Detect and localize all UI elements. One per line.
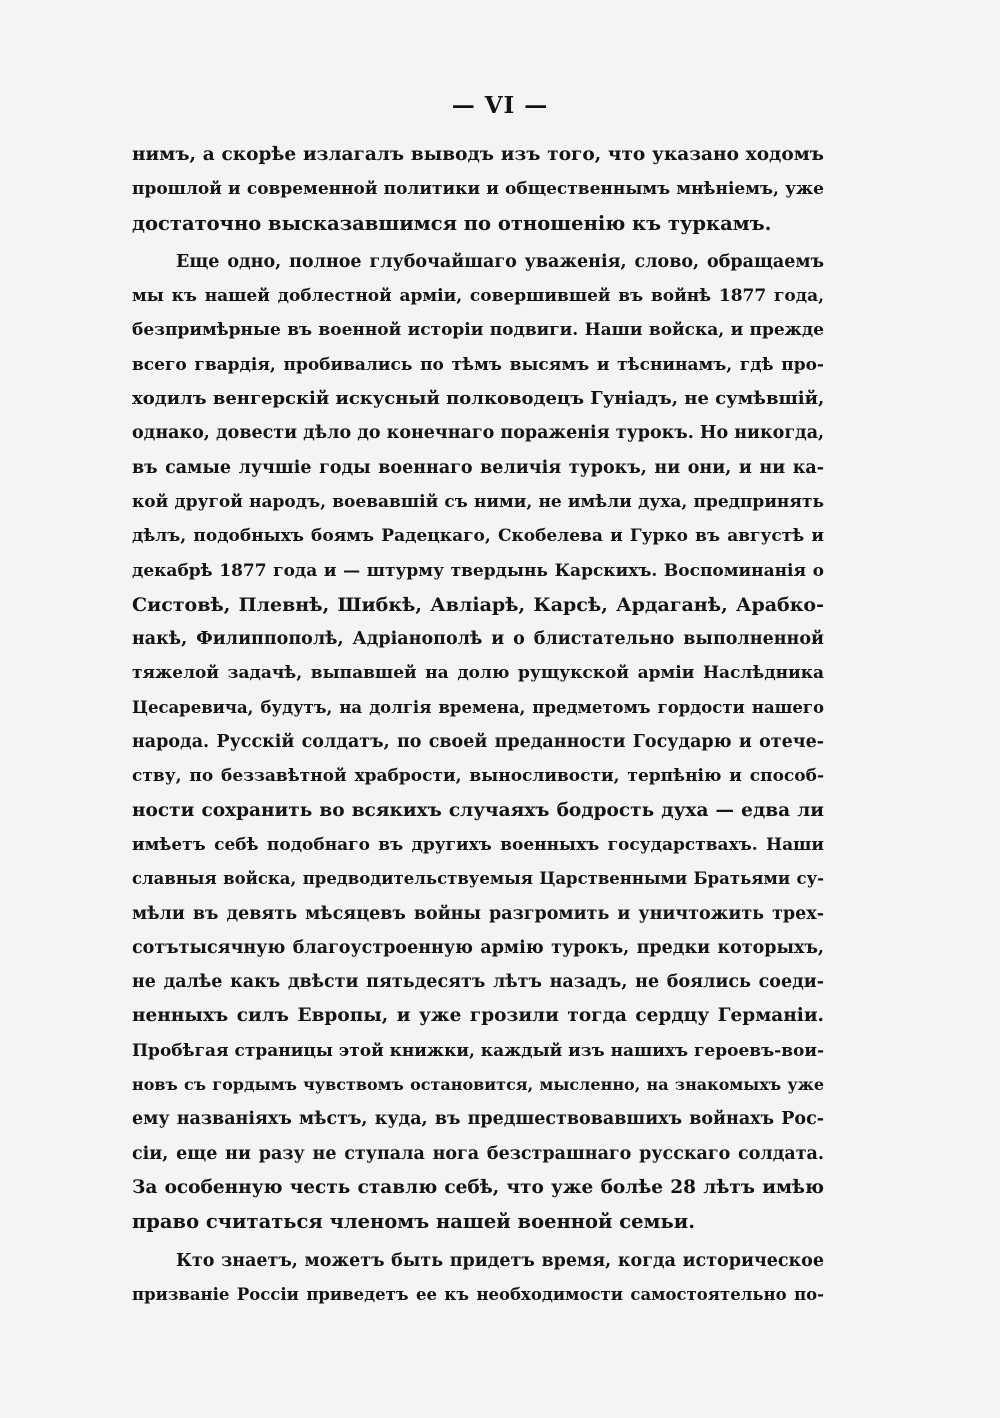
text-line: сотътысячную благоустроенную армію турокъ, предки которыхъ, bbox=[132, 937, 824, 958]
text-line: сіи, еще ни разу не ступала нога безстрашнаго русскаго солдата. bbox=[132, 1143, 824, 1164]
text-line: славныя войска, предводительствуемыя Царственными Братьями су- bbox=[132, 869, 824, 889]
text-line: Систовѣ, Плевнѣ, Шибкѣ, Авліарѣ, Карсѣ, Ардаганѣ, Арабко- bbox=[132, 593, 824, 616]
text-line: достаточно высказавшимся по отношенію къ туркамъ. bbox=[132, 211, 772, 235]
text-line: ему названіяхъ мѣстъ, куда, въ предшествовавшихъ войнахъ Рос- bbox=[132, 1109, 824, 1130]
text-line: ходилъ венгерскій искусный полководецъ Гуніадъ, не сумѣвшій, bbox=[132, 388, 824, 410]
body-text bbox=[132, 138, 824, 1312]
text-line: безпримѣрные въ военной исторіи подвиги. Наши войска, и прежде bbox=[132, 320, 824, 341]
text-line: Цесаревича, будутъ, на долгія времена, предметомъ гордости нашего bbox=[132, 697, 824, 717]
text-line: Пробѣгая страницы этой книжки, каждый изъ нашихъ героевъ-вои- bbox=[132, 1040, 824, 1061]
text-line: ству, по беззавѣтной храбрости, выносливости, терпѣнію и способ- bbox=[132, 766, 824, 787]
text-line: накѣ, Филиппополѣ, Адріанополѣ и о блистательно выполненной bbox=[132, 629, 824, 650]
paragraph-1 bbox=[132, 138, 824, 241]
text-line: ненныхъ силъ Европы, и уже грозили тогда сердцу Германіи. bbox=[132, 1005, 824, 1027]
text-line: Еще одно, полное глубочайшаго уваженія, слово, обращаемъ bbox=[176, 251, 824, 272]
text-line: не далѣе какъ двѣсти пятьдесятъ лѣтъ назадъ, не боялись соеди- bbox=[132, 972, 824, 993]
text-line: имѣетъ себѣ подобнаго въ другихъ военныхъ государствахъ. Наши bbox=[132, 834, 824, 855]
text-line: За особенную честь ставлю себѣ, что уже болѣе 28 лѣтъ имѣю bbox=[132, 1176, 824, 1198]
paragraph-2 bbox=[132, 245, 824, 1240]
text-line: декабрѣ 1877 года и — штурму твердынь Карскихъ. Воспоминанія о bbox=[132, 560, 824, 581]
text-line: прошлой и современной политики и общественнымъ мнѣніемъ, уже bbox=[132, 179, 824, 200]
paragraph-3 bbox=[132, 1244, 824, 1313]
text-line: тяжелой задачѣ, выпавшей на долю рущукской арміи Наслѣдника bbox=[132, 663, 824, 684]
text-line: въ самые лучшіе годы военнаго величія турокъ, ни они, и ни ка- bbox=[132, 457, 824, 478]
text-line: народа. Русскій солдатъ, по своей преданности Государю и отече- bbox=[132, 732, 824, 753]
text-line: право считаться членомъ нашей военной семьи. bbox=[132, 1210, 695, 1234]
text-line: мы къ нашей доблестной арміи, совершившей въ войнѣ 1877 года, bbox=[132, 286, 824, 307]
text-line: мѣли въ девять мѣсяцевъ войны разгромить и уничтожить трех- bbox=[132, 903, 824, 924]
text-line: дѣлъ, подобныхъ боямъ Радецкаго, Скобелева и Гурко въ августѣ и bbox=[132, 526, 824, 547]
text-line: однако, довести дѣло до конечнаго пораженія турокъ. Но никогда, bbox=[132, 423, 824, 444]
text-line: кой другой народъ, воевавшій съ ними, не имѣли духа, предпринять bbox=[132, 491, 824, 512]
text-line: Кто знаетъ, можетъ быть придетъ время, когда историческое bbox=[176, 1250, 824, 1271]
text-line: новъ съ гордымъ чувствомъ остановится, мысленно, на знакомыхъ уже bbox=[132, 1075, 824, 1095]
text-line: всего гвардія, пробивались по тѣмъ высямъ и тѣснинамъ, гдѣ про- bbox=[132, 354, 824, 375]
text-line: призваніе Россіи приведетъ ее къ необходимости самостоятельно по- bbox=[132, 1284, 824, 1304]
page-number: — VI — bbox=[451, 92, 549, 119]
text-line: нимъ, а скорѣе излагалъ выводъ изъ того, что указано ходомъ bbox=[132, 144, 824, 165]
text-line: ности сохранить во всякихъ случаяхъ бодрость духа — едва ли bbox=[132, 799, 824, 821]
